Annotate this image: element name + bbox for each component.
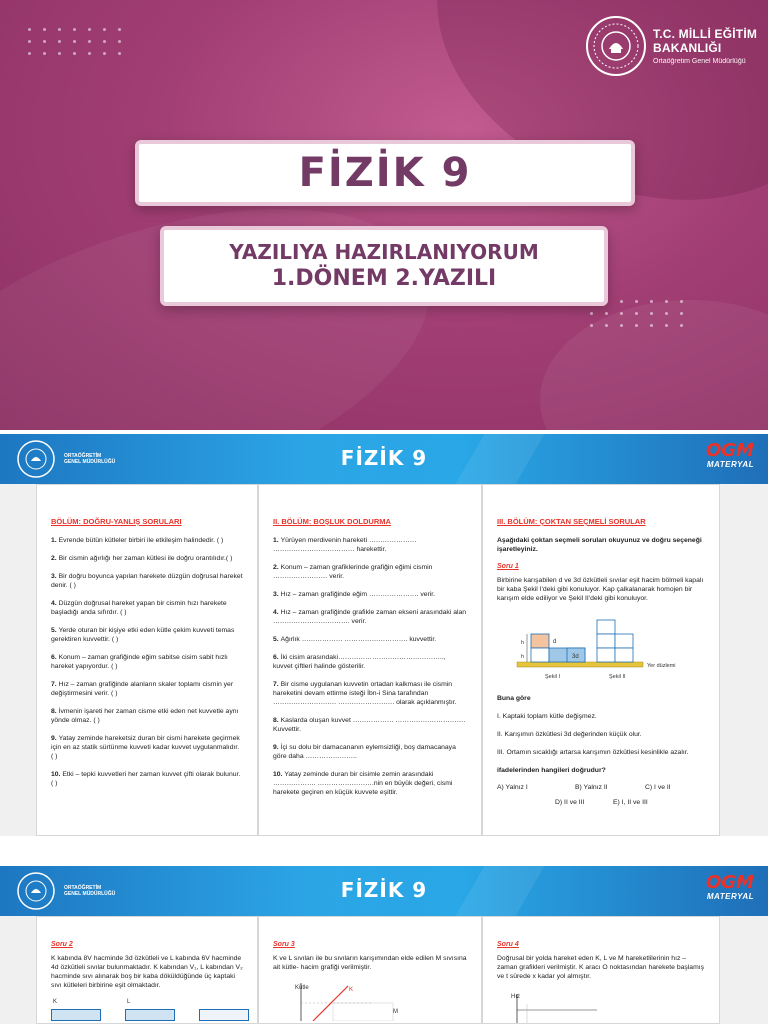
figure-1-label: Şekil I [545, 674, 560, 680]
figure-2-label: Şekil II [609, 674, 626, 680]
containers-figure [51, 999, 243, 1019]
container-k-label: K [53, 999, 58, 1005]
true-false-item-5 [51, 626, 243, 644]
decorative-dots [28, 28, 124, 55]
question-prompt: ifadelerinden hangileri doğrudur? [497, 767, 606, 774]
item-text: Hız – zaman grafiğinde alanların skaler toplamı cismin yer değiştirmesini verir. ( ) [51, 681, 234, 697]
statement-2: II. Karışımın özkütlesi 3d değerinden küçük olur. [497, 731, 642, 738]
column-fill-blank [258, 484, 482, 836]
series-k-label: K [349, 987, 354, 993]
main-title: FİZİK 9 [298, 150, 472, 196]
fill-blank-item-3 [273, 590, 467, 599]
question-label: Soru 2 [51, 941, 73, 948]
item-number: 1. [273, 537, 281, 544]
true-false-item-8 [51, 707, 243, 725]
column-question-3 [258, 916, 482, 1024]
column-question-2 [36, 916, 258, 1024]
item-text: Ağırlık ……………… ………………………. kuvvettir. [280, 636, 437, 643]
option-e[interactable]: E) I, II ve III [613, 799, 648, 806]
item-text: Yerde oturan bir kişiye etki eden kütle çekim kuvveti temas gerektiren kuvvettir. ( ) [51, 627, 235, 643]
true-false-item-10 [51, 770, 243, 788]
fill-blank-item-4 [273, 608, 467, 626]
ministry-title [653, 27, 757, 55]
item-number: 7. [273, 681, 281, 688]
question-label: Soru 3 [273, 941, 295, 948]
option-b[interactable]: B) Yalnız II [575, 784, 608, 791]
item-text: Hız – zaman grafiğinde eğim …………………. verir. [280, 591, 436, 598]
item-number: 4. [273, 609, 281, 616]
fill-blank-item-6 [273, 653, 467, 671]
header-logo-line2: GENEL MÜDÜRLÜĞÜ [64, 459, 116, 465]
axis-label-mass: Kütle [295, 985, 309, 991]
ogm-badge-line1: OGM [706, 872, 754, 893]
item-number: 3. [51, 573, 59, 580]
series-m-label: M [393, 1009, 398, 1015]
item-number: 5. [51, 627, 59, 634]
fill-blank-item-10 [273, 770, 467, 797]
statement-1: I. Kaptaki toplam kütle değişmez. [497, 713, 597, 720]
item-text: İçi su dolu bir damacananın eylemsizliği, boş damacanaya göre daha ………………….. [273, 744, 456, 760]
item-text: Bir doğru boyunca yapılan harekete düzgün doğrusal hareket denir. ( ) [51, 573, 243, 589]
item-number: 6. [51, 654, 59, 661]
item-number: 9. [273, 744, 281, 751]
item-text: Yürüyen merdivenin hareketi ………………… ……………………………… harekettir. [273, 537, 417, 553]
item-text: Bir cismin ağırlığı her zaman kütlesi ile doğru orantılıdır.( ) [58, 555, 233, 562]
item-number: 10. [273, 771, 285, 778]
item-number: 4. [51, 600, 59, 607]
question-text: Doğrusal bir yolda hareket eden K, L ve M hareketlilerinin hız – zaman grafikleri verilmiştir. K aracı O noktasından harekete başlamış ve t sürede x kadar yol almıştır. [497, 955, 705, 980]
item-text: Yatay zeminde hareketsiz duran bir cismi harekete geçirmek için en az statik sürtünme kuvveti kadar kuvvet uygulanmalıdır. ( ) [51, 735, 240, 760]
item-text: Hız – zaman grafiğinde grafikle zaman ekseni arasındaki alan ……………………………. verir. [273, 609, 467, 625]
section-title: III. BÖLÜM: ÇOKTAN SEÇMELİ SORULAR [497, 517, 646, 526]
true-false-item-7 [51, 680, 243, 698]
ogm-badge-line2: MATERYAL [706, 892, 754, 901]
liquid-density-figure [497, 612, 709, 688]
item-number: 10. [51, 771, 63, 778]
ogm-badge [706, 874, 754, 902]
page-body [0, 484, 768, 836]
item-text: Düzgün doğrusal hareket yapan bir cismin hızı harekete başladığı anda sıfırdır. ( ) [51, 600, 227, 616]
subtitle-line1: YAZILIYA HAZIRLANIYORUM [229, 240, 539, 264]
true-false-item-1 [51, 536, 243, 545]
item-text: İvmenin işareti her zaman cisme etki eden net kuvvetle aynı yönde olmaz. ( ) [51, 708, 239, 724]
item-text: Konum – zaman grafiğinde eğim sabitse cisim sabit hızlı hareket yapıyordur. ( ) [51, 654, 228, 670]
velocity-time-graph [497, 990, 697, 1024]
meb-seal-icon [585, 15, 647, 77]
axis-label-speed: Hız [511, 994, 520, 1000]
subtitle-box [160, 226, 608, 306]
item-text: Konum – zaman grafiklerinde grafiğin eğimi cismin …………………… verir. [273, 564, 433, 580]
ministry-logo [585, 14, 760, 78]
page-header-2 [0, 866, 768, 916]
options-row-1 [497, 784, 707, 791]
ministry-title-line2: BAKANLIĞI [653, 41, 722, 55]
option-a[interactable]: A) Yalnız I [497, 784, 528, 791]
item-text: Etki – tepki kuvvetleri her zaman kuvvet çifti olarak bulunur. ( ) [51, 771, 241, 787]
item-number: 2. [51, 555, 59, 562]
ogm-badge-line2: MATERYAL [706, 460, 754, 469]
fill-blank-item-9 [273, 743, 467, 761]
ogm-badge-line1: OGM [706, 440, 754, 461]
header-title: FİZİK 9 [340, 878, 428, 902]
question-label: Soru 4 [497, 941, 519, 948]
ogm-badge [706, 442, 754, 470]
question-text: K ve L sıvıları ile bu sıvıların karışımından elde edilen M sıvısına ait kütle- hacim grafiği verilmiştir. [273, 955, 467, 971]
header-title: FİZİK 9 [340, 446, 428, 470]
ground-label: Yer düzlemi [647, 663, 676, 669]
question-text: Birbirine karışabilen d ve 3d özkütleli sıvılar eşit hacim bölmeli kapalı bir kaba Şekil I'deki gibi konuluyor. Kap çalkalanarak homojen bir karışım elde ediliyor ve Şekil II'deki gibi konuluyor. [497, 577, 704, 602]
statement-3: III. Ortamın sıcaklığı artarsa karışımın özkütlesi kesinlikle azalır. [497, 749, 689, 756]
fill-blank-item-1 [273, 536, 467, 554]
question-text: K kabında 8V hacminde 3d özkütleli ve L kabında 6V hacminde 4d özkütleli sıvılar bulunmaktadır. K kabından V₁, L kabından V₂ hacminde sıvı alınarak boş bir kaba döküldüğünde üç kaptaki sıvı kütleleri birbirine eşit olmaktadır. [51, 955, 243, 989]
item-number: 2. [273, 564, 281, 571]
true-false-item-3 [51, 572, 243, 590]
ministry-subtitle: Ortaöğretim Genel Müdürlüğü [653, 58, 746, 65]
header-logo-line1: ORTAÖĞRETİM [64, 453, 102, 459]
item-number: 1. [51, 537, 59, 544]
question-label: Soru 1 [497, 563, 519, 570]
item-number: 8. [51, 708, 59, 715]
item-text: İki cisim arasındaki……………………………………….., kuvvet çiftleri halinde gösterilir. [273, 654, 446, 670]
item-number: 6. [273, 654, 281, 661]
item-number: 8. [273, 717, 281, 724]
header-logo-line2: GENEL MÜDÜRLÜĞÜ [64, 891, 116, 897]
column-true-false [36, 484, 258, 836]
fill-blank-item-8 [273, 716, 467, 734]
item-number: 7. [51, 681, 59, 688]
true-false-item-9 [51, 734, 243, 761]
ministry-title-line1: T.C. MİLLİ EĞİTİM [653, 27, 758, 41]
options-row-2 [497, 799, 707, 806]
buna-gore: Buna göre [497, 695, 531, 702]
column-multiple-choice [482, 484, 720, 836]
section-title: BÖLÜM: DOĞRU-YANLIŞ SORULARI [51, 517, 182, 526]
section-title: II. BÖLÜM: BOŞLUK DOLDURMA [273, 517, 391, 526]
cover-page [0, 0, 768, 430]
label-d: d [553, 639, 557, 645]
header-logo-line1: ORTAÖĞRETİM [64, 885, 102, 891]
item-text: Evrende bütün kütleler birbiri ile etkileşim halindedir. ( ) [58, 537, 224, 544]
option-c[interactable]: C) I ve II [645, 784, 671, 791]
item-text: Kaslarda oluşan kuvvet ……………… …………………………. Kuvvettir. [273, 717, 466, 733]
container-l-label: L [127, 999, 131, 1005]
fill-blank-item-5 [273, 635, 467, 644]
mass-volume-graph [273, 981, 463, 1021]
item-text: Bir cisme uygulanan kuvvetin ortadan kalkması ile cismin hareketini devam ettirme isteği İbn-i Sina tarafından ………………………. ……………………. olarak açıklanmıştır. [273, 681, 457, 706]
main-title-box [135, 140, 635, 206]
true-false-item-4 [51, 599, 243, 617]
instructions: Aşağıdaki çoktan seçmeli soruları okuyunuz ve doğru seçeneği işaretleyiniz. [497, 537, 702, 553]
label-3d: 3d [572, 654, 579, 660]
item-number: 5. [273, 636, 281, 643]
true-false-item-2 [51, 554, 243, 563]
true-false-item-6 [51, 653, 243, 671]
option-d[interactable]: D) II ve III [555, 799, 585, 806]
page-body-2 [0, 916, 768, 1024]
fill-blank-item-2 [273, 563, 467, 581]
page-header [0, 434, 768, 484]
item-text: Yatay zeminde duran bir cisimle zemin arasındaki ………………. …………………….nin en büyük değeri, cismi harekete geçiren en küçük kuvvete eşittir. [273, 771, 453, 796]
column-question-4 [482, 916, 720, 1024]
label-h-1: h [521, 640, 525, 646]
label-h-2: h [521, 654, 525, 660]
fill-blank-item-7 [273, 680, 467, 707]
item-number: 3. [273, 591, 281, 598]
item-number: 9. [51, 735, 59, 742]
subtitle-line2: 1.DÖNEM 2.YAZILI [271, 266, 497, 291]
